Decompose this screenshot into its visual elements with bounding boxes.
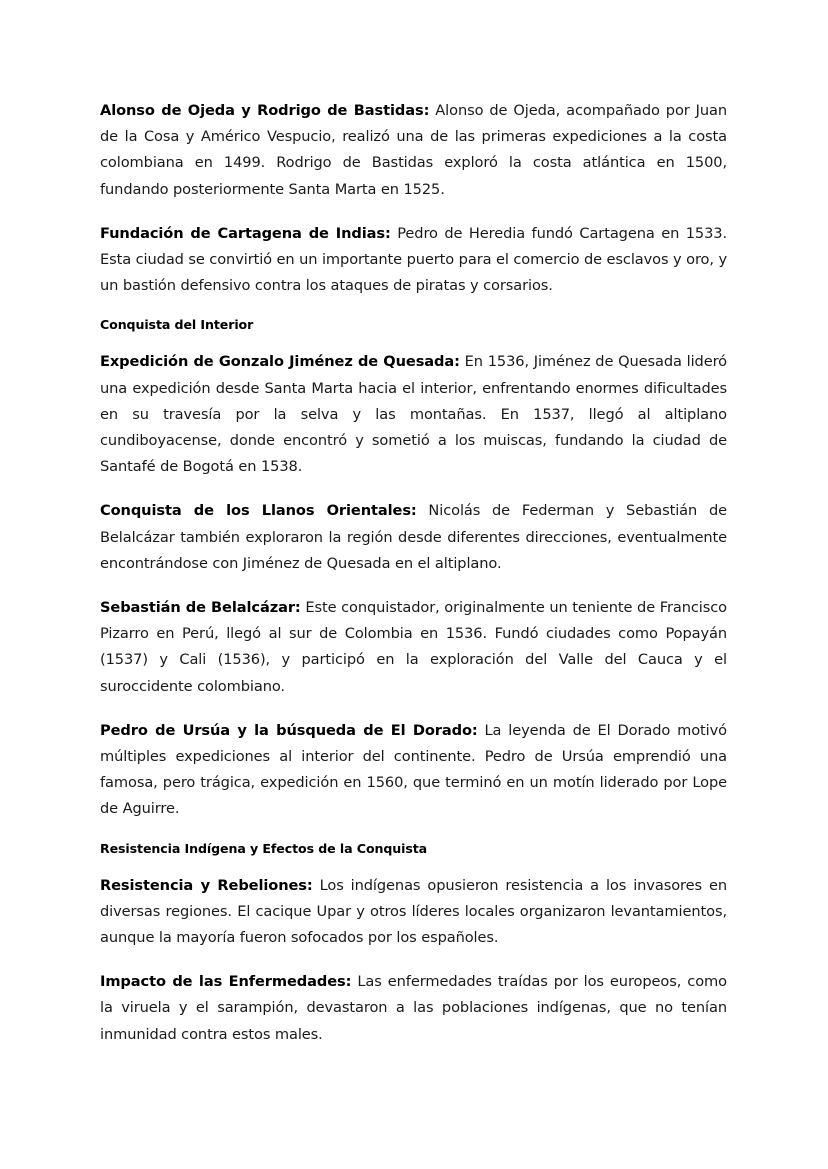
paragraph-cartagena [100, 221, 727, 300]
paragraph-text: Las enfermedades traídas por los europeos, como la viruela y el sarampión, devastaron a las poblaciones indígenas, que no tenían inmunidad contra estos males. [100, 973, 727, 1043]
paragraph-term: Expedición de Gonzalo Jiménez de Quesada: [100, 353, 460, 371]
paragraph-belalcazar [100, 595, 727, 700]
paragraph-text: Alonso de Ojeda, acompañado por Juan de la Cosa y Américo Vespucio, realizó una de las primeras expediciones a la costa colombiana en 1499. Rodrigo de Bastidas exploró la costa atlántica en 1500, fundando posteriormente Santa Marta en 1525. [100, 102, 728, 198]
paragraph-text: La leyenda de El Dorado motivó múltiples expediciones al interior del continente. Pedro de Ursúa emprendió una famosa, pero trágica, expedición en 1560, que terminó en un motín liderado por Lope de Aguirre. [100, 721, 728, 818]
paragraph-text: En 1536, Jiménez de Quesada lideró una expedición desde Santa Marta hacia el interior, enfrentando enormes dificultades en su travesía por la selva y las montañas. En 1537, llegó al altiplano cundiboyacense, donde encontró y sometió a los muiscas, fundando la ciudad de Santafé de Bogotá en 1538. [100, 353, 727, 476]
paragraph-term: Impacto de las Enfermedades: [100, 973, 352, 991]
paragraph-ursua-el-dorado [100, 718, 727, 823]
document-page [100, 98, 727, 1066]
paragraph-text: Pedro de Heredia fundó Cartagena en 1533. Esta ciudad se convirtió en un importante puerto para el comercio de esclavos y oro, y un bastión defensivo contra los ataques de piratas y corsarios. [100, 224, 727, 295]
paragraph-impacto-enfermedades [100, 969, 727, 1048]
paragraph-term: Conquista de los Llanos Orientales: [100, 502, 417, 520]
paragraph-text: Nicolás de Federman y Sebastián de Belalcázar también exploraron la región desde diferentes direcciones, eventualmente encontrándose con Jiménez de Quesada en el altiplano. [100, 502, 727, 572]
section-heading-conquista-interior: Conquista del Interior [100, 317, 254, 333]
paragraph-resistencia-rebeliones [100, 873, 727, 952]
paragraph-term: Resistencia y Rebeliones: [100, 876, 313, 894]
paragraph-llanos-orientales [100, 498, 727, 577]
paragraph-term: Pedro de Ursúa y la búsqueda de El Dorado: [100, 721, 478, 739]
paragraph-term: Fundación de Cartagena de Indias: [100, 224, 391, 242]
paragraph-term: Sebastián de Belalcázar: [100, 599, 301, 617]
section-heading-resistencia-indigena: Resistencia Indígena y Efectos de la Conquista [100, 840, 428, 856]
paragraph-term: Alonso de Ojeda y Rodrigo de Bastidas: [100, 102, 430, 119]
paragraph-text: Los indígenas opusieron resistencia a los invasores en diversas regiones. El cacique Upar y otros líderes locales organizaron levantamientos, aunque la mayoría fueron sofocados por los españoles. [100, 876, 727, 947]
paragraph-ojeda-bastidas [100, 98, 727, 203]
paragraph-text: Este conquistador, originalmente un teniente de Francisco Pizarro en Perú, llegó al sur de Colombia en 1536. Fundó ciudades como Popayán (1537) y Cali (1536), y participó en la exploración del Valle del Cauca y el suroccidente colombiano. [100, 599, 727, 695]
paragraph-jimenez-quesada [100, 349, 727, 480]
